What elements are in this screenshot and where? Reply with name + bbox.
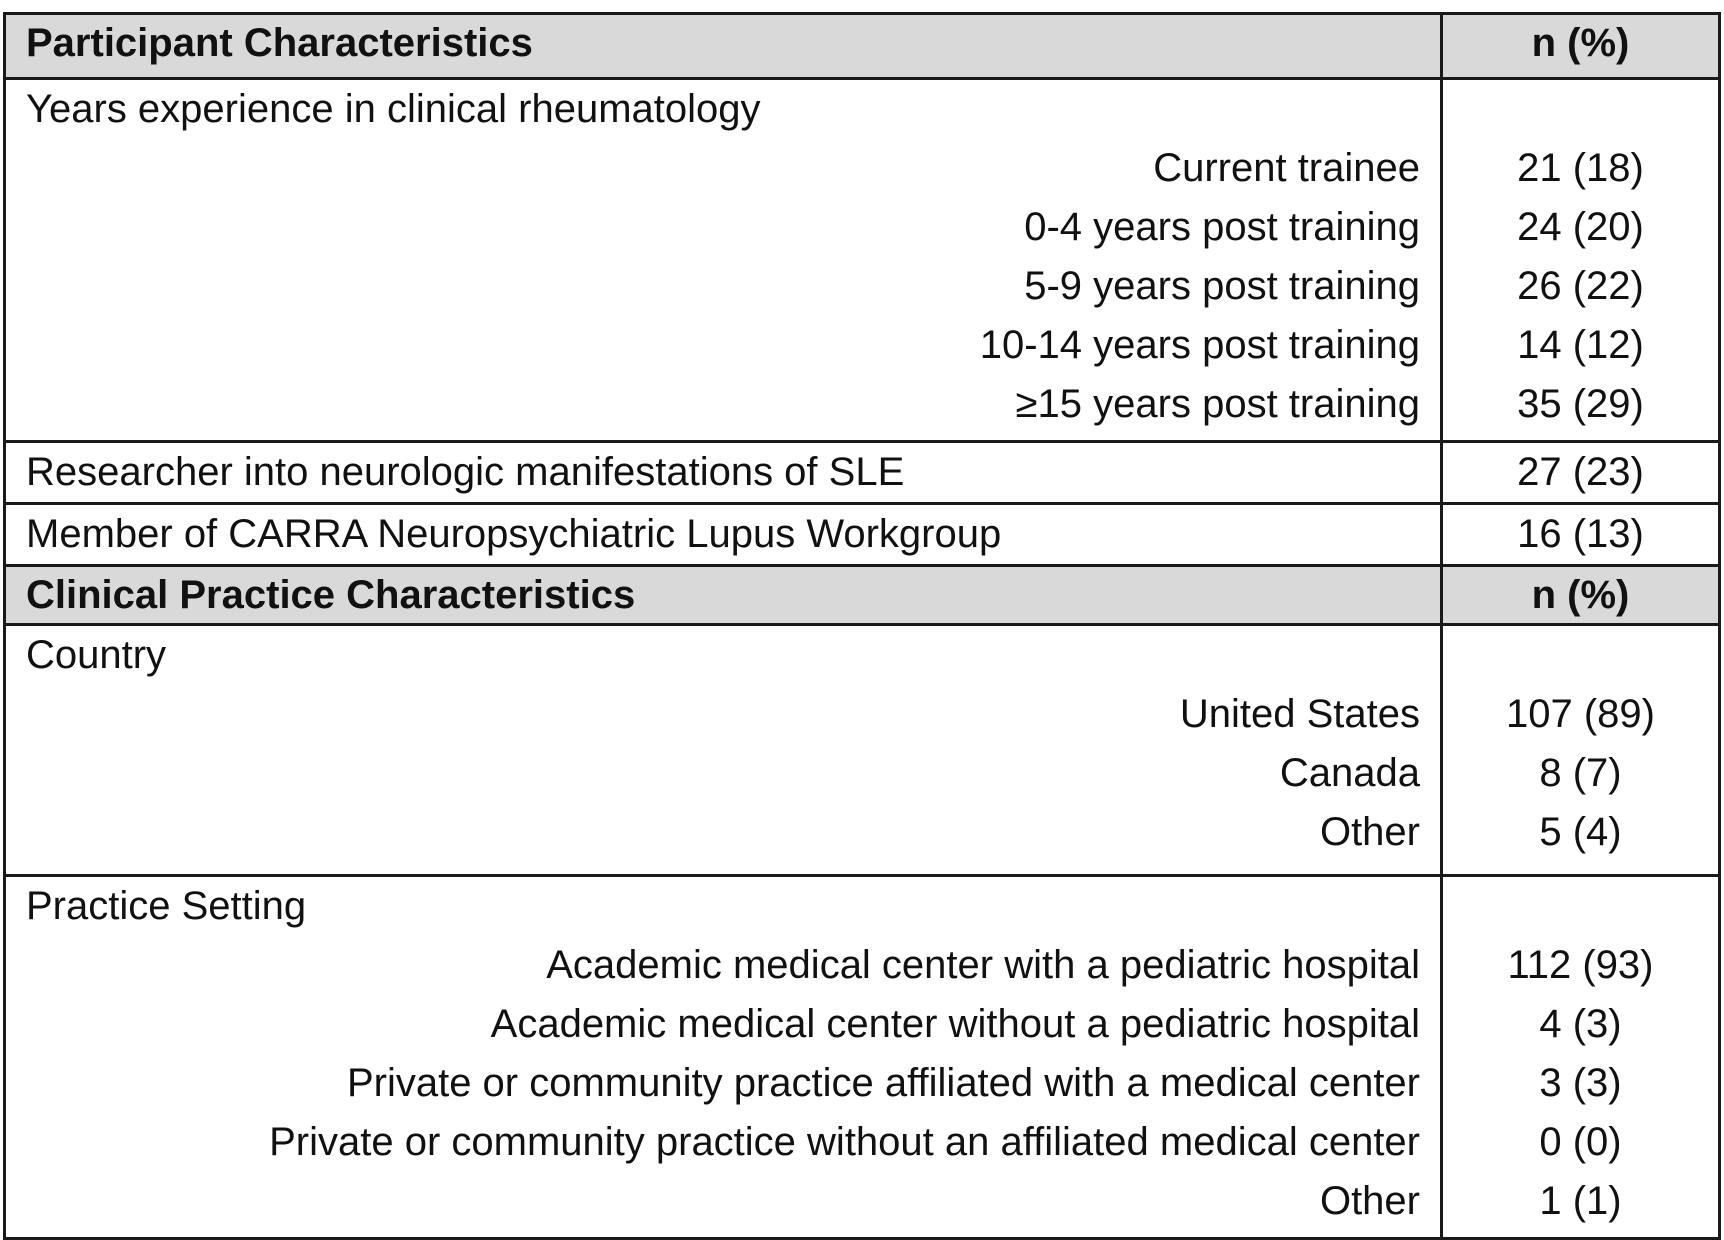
row-label: Canada	[1279, 751, 1420, 795]
section-title: Clinical Practice Characteristics	[26, 573, 636, 617]
row-value: 27 (23)	[1517, 450, 1644, 494]
header-clinical	[6, 567, 1718, 626]
experience-group	[6, 80, 1718, 443]
row-value: 1 (1)	[1539, 1179, 1622, 1223]
row-label: Private or community practice without an affiliated medical center	[269, 1120, 1420, 1164]
row-value: 16 (13)	[1517, 512, 1644, 556]
researcher-row	[6, 443, 1718, 505]
row-value: 4 (3)	[1539, 1002, 1622, 1046]
row-label: Other	[1319, 810, 1420, 854]
header-participant	[6, 15, 1718, 80]
row-value: 107 (89)	[1506, 692, 1655, 736]
characteristics-table	[3, 12, 1721, 1240]
row-value: 3 (3)	[1539, 1061, 1622, 1105]
group-label: Years experience in clinical rheumatology	[26, 87, 761, 131]
row-label: Current trainee	[1153, 146, 1420, 190]
row-value: 35 (29)	[1517, 382, 1644, 426]
row-label: United States	[1179, 692, 1420, 736]
row-value: 8 (7)	[1539, 751, 1622, 795]
row-value: 26 (22)	[1517, 264, 1644, 308]
group-label: Practice Setting	[26, 884, 307, 928]
group-label: Country	[26, 633, 167, 677]
row-label: ≥15 years post training	[1015, 382, 1420, 426]
row-value: 21 (18)	[1517, 146, 1644, 190]
country-group	[6, 626, 1718, 877]
setting-group	[6, 877, 1718, 1237]
row-value: 0 (0)	[1539, 1120, 1622, 1164]
member-row	[6, 505, 1718, 567]
row-value: 112 (93)	[1507, 943, 1654, 987]
row-label: 0-4 years post training	[1024, 205, 1420, 249]
row-label: 10-14 years post training	[979, 323, 1420, 367]
row-label: Other	[1319, 1179, 1420, 1223]
row-value: 24 (20)	[1517, 205, 1644, 249]
row-label: Private or community practice affiliated with a medical center	[346, 1061, 1420, 1105]
row-label: Academic medical center without a pediatric hospital	[490, 1002, 1420, 1046]
section-title: Participant Characteristics	[26, 21, 533, 65]
row-label: Researcher into neurologic manifestations of SLE	[26, 450, 905, 494]
row-label: 5-9 years post training	[1024, 264, 1420, 308]
row-label: Member of CARRA Neuropsychiatric Lupus Workgroup	[26, 512, 1002, 556]
row-value: 14 (12)	[1517, 323, 1644, 367]
row-label: Academic medical center with a pediatric hospital	[546, 943, 1420, 987]
row-value: 5 (4)	[1539, 810, 1622, 854]
column-header: n (%)	[1531, 573, 1630, 617]
column-header: n (%)	[1531, 21, 1630, 65]
